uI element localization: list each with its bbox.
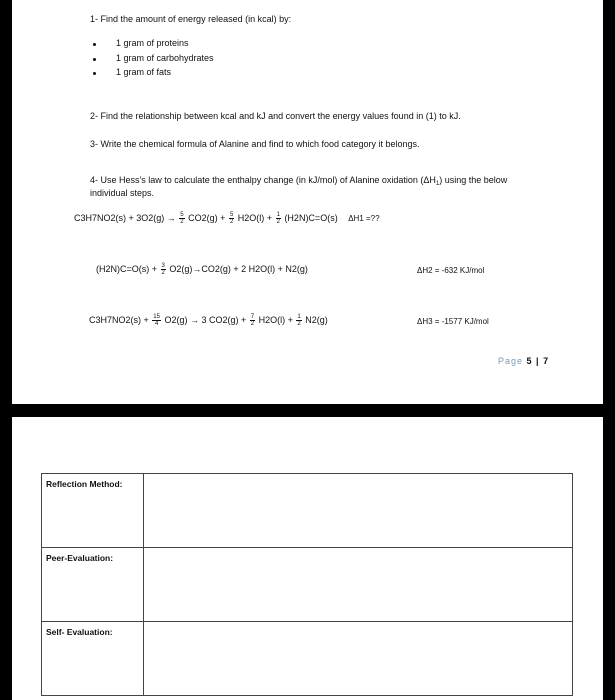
equation-step-2: C3H7NO2(s) + $\frac{15}{4}$ O2(g) → 3 CO2(g) + $\frac{7}{2}$ H2O(l) + $\frac{1}{2}$ N2(g) [89,314,328,328]
question-4-line-2: individual steps. [90,188,155,198]
equation-alanine-oxidation: C3H7NO2(s) + 3O2(g) → $\frac{5}{2}$ CO2(g) + $\frac{5}{2}$ H2O(l) + $\frac{1}{2}$ (H2N)C=O(s) ΔH1 =?? [74,212,380,226]
question-3: 3- Write the chemical formula of Alanine and find to which food category it belongs. [90,139,420,149]
page-number: Page 5 | 7 [498,356,550,366]
peer-evaluation-label: Peer-Evaluation: [42,548,144,622]
table-row [42,622,573,696]
table-row [42,548,573,622]
evaluation-page [12,417,603,700]
delta-h1: ΔH1 =?? [348,214,380,223]
question-2: 2- Find the relationship between kcal and kJ and convert the energy values found in (1) to kJ. [90,111,461,121]
bullet-icon [93,58,96,61]
q1-item-carbohydrates: 1 gram of carbohydrates [116,53,214,63]
evaluation-table [41,473,573,696]
bullet-icon [93,72,96,75]
fraction: $\frac{5}{2}$ [180,212,184,226]
question-4-line-1: 4- Use Hess's law to calculate the enthalpy change (in kJ/mol) of Alanine oxidation $(\Delta H_1)$ using the below [90,175,508,187]
delta-h2: ΔH2 = -632 KJ/mol [417,266,485,275]
equation-step-1: (H2N)C=O(s) + $\frac{3}{2}$ O2(g)→CO2(g) + 2 H2O(l) + N2(g) [96,263,308,277]
table-row [42,474,573,548]
self-evaluation-label: Self- Evaluation: [42,622,144,696]
question-1-title: 1- Find the amount of energy released (in kcal) by: [90,14,292,24]
fraction: $\frac{15}{4}$ [153,314,160,328]
fraction: $\frac{3}{2}$ [161,263,165,277]
delta-h3: ΔH3 = -1577 KJ/mol [417,317,489,326]
fraction: $\frac{1}{2}$ [276,212,280,226]
peer-evaluation-cell[interactable] [144,548,573,622]
reflection-method-label: Reflection Method: [42,474,144,548]
fraction: $\frac{7}{2}$ [250,314,255,328]
q1-item-proteins: 1 gram of proteins [116,38,189,48]
document-page [12,0,603,404]
self-evaluation-cell[interactable] [144,622,573,696]
fraction: $\frac{1}{2}$ [297,314,301,328]
fraction: $\frac{5}{2}$ [229,212,234,226]
reflection-method-cell[interactable] [144,474,573,548]
q1-item-fats: 1 gram of fats [116,67,172,77]
bullet-icon [93,43,96,46]
